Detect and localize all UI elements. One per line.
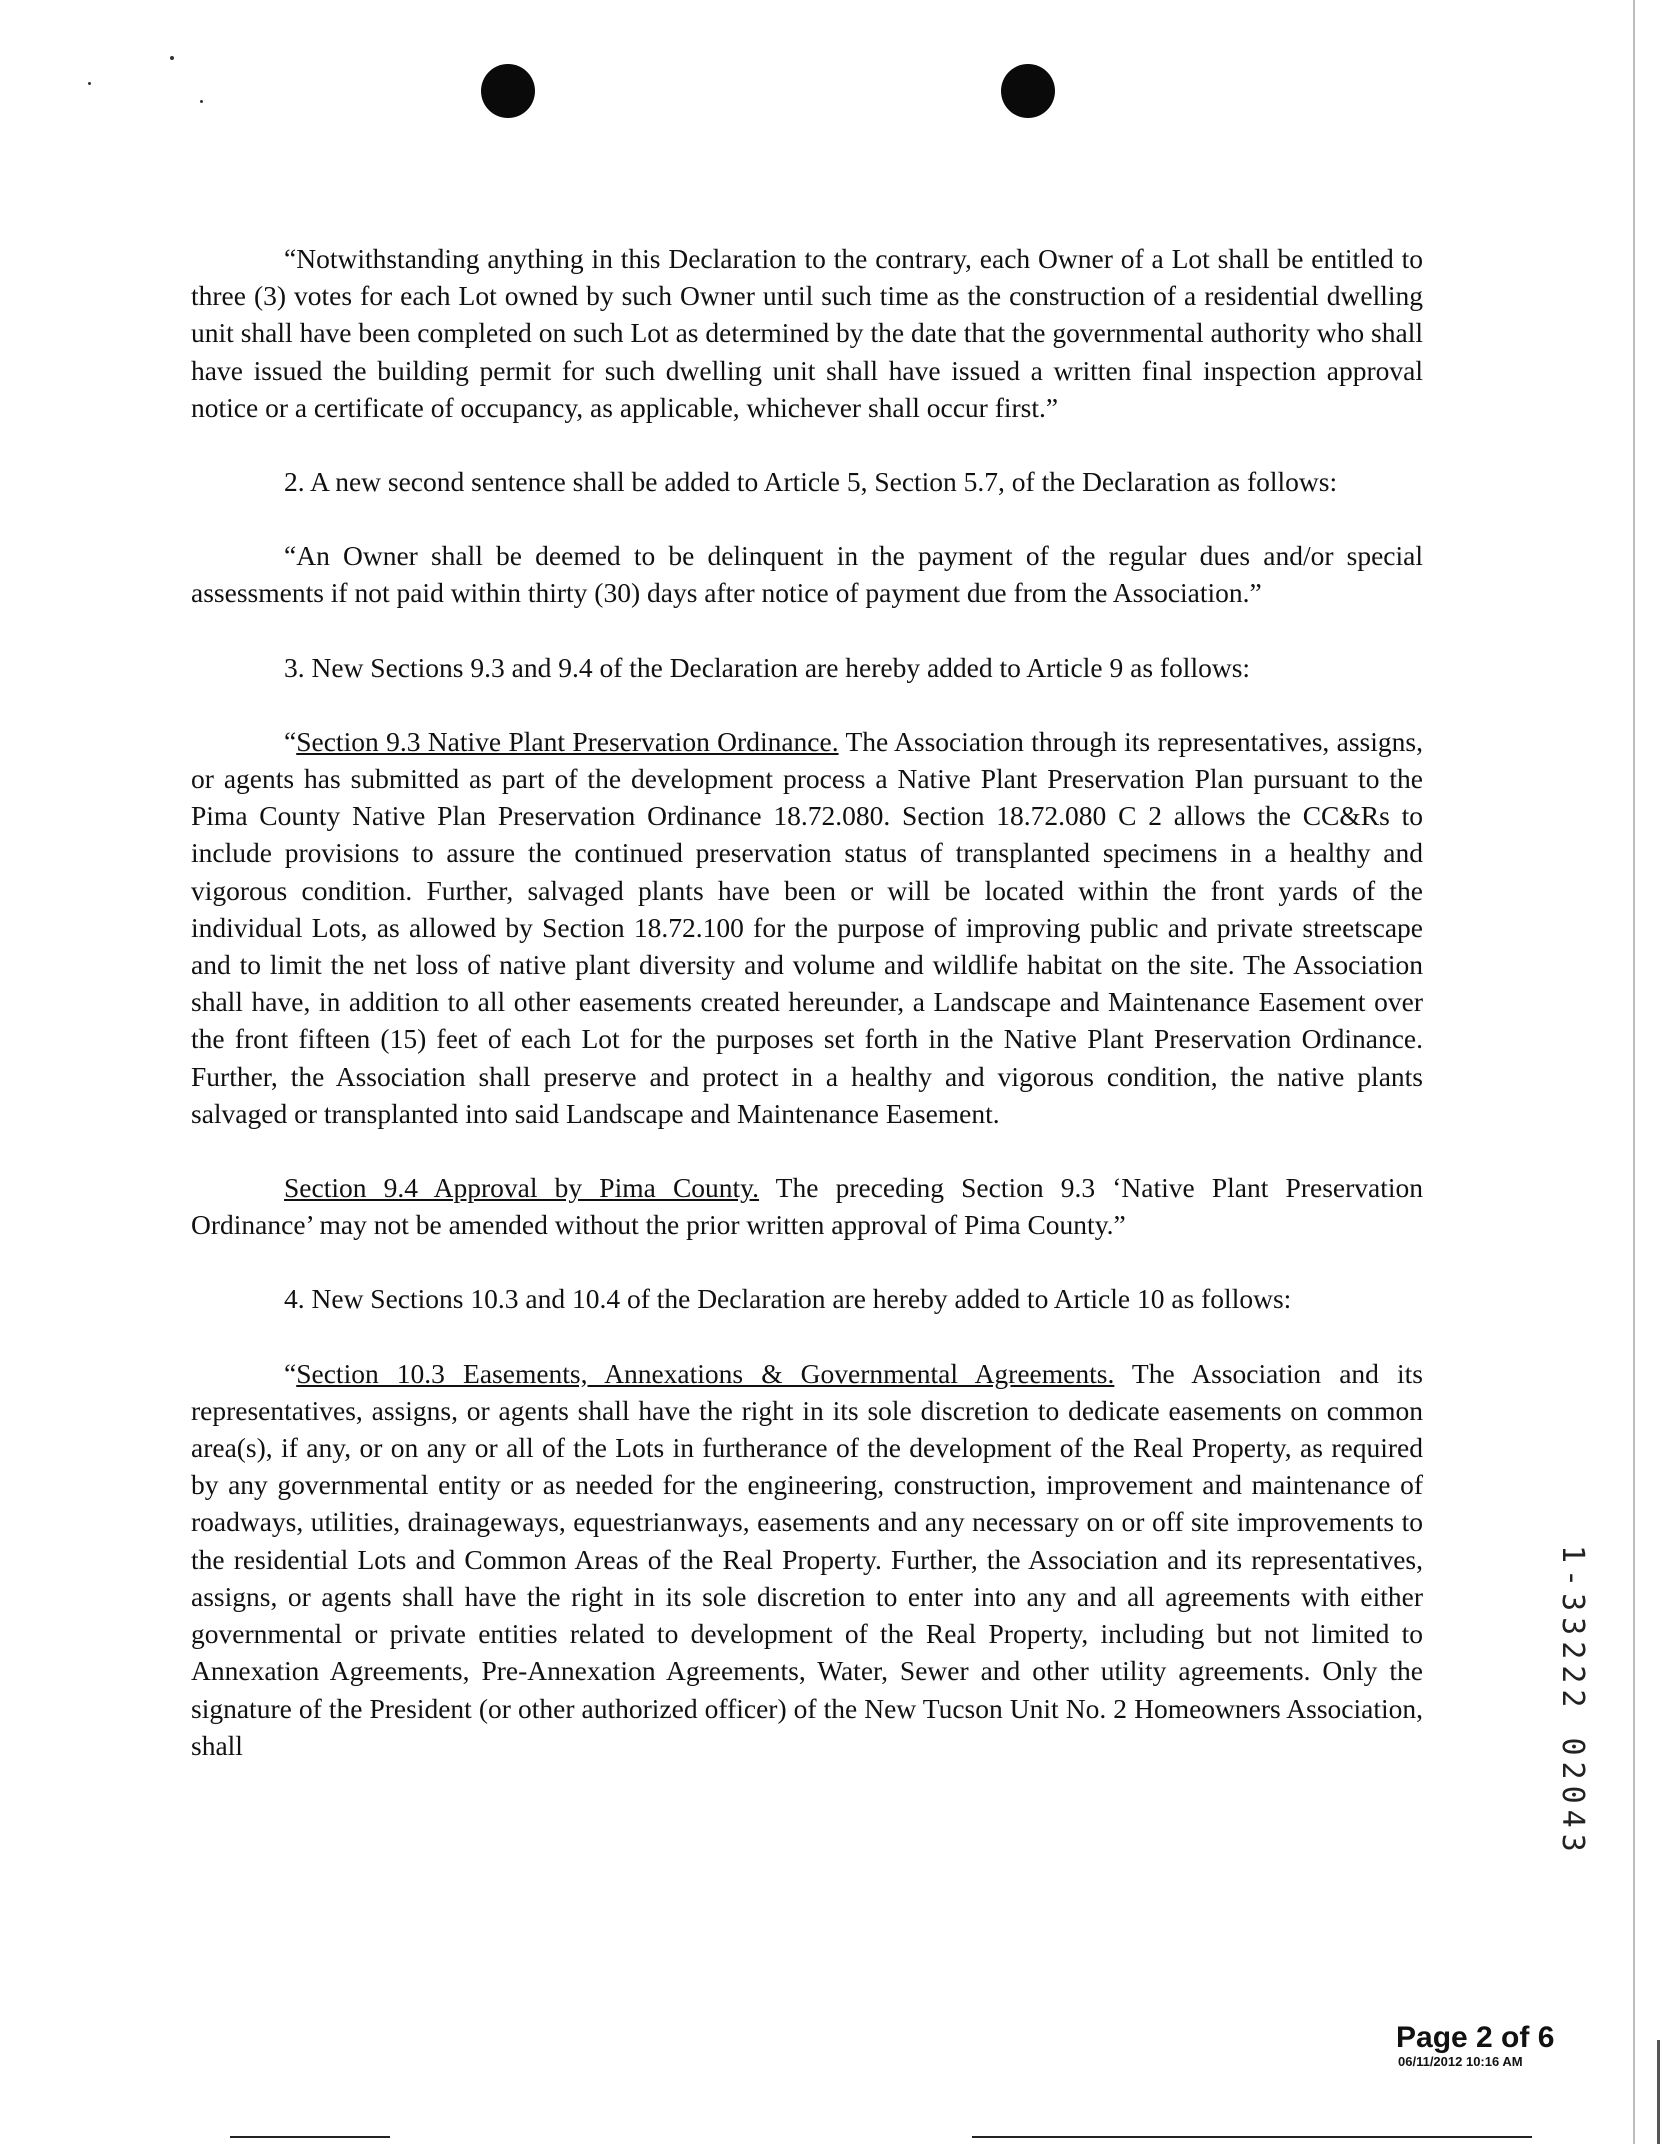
scan-speck bbox=[170, 56, 174, 60]
scan-speck bbox=[88, 82, 91, 85]
paragraph-3: 3. New Sections 9.3 and 9.4 of the Declaration are hereby added to Article 9 as follows: bbox=[284, 651, 1251, 683]
paragraph-delinquency: “An Owner shall be deemed to be delinquent in the payment of the regular dues and/or special assessments if not paid within thirty (30) days after notice of payment due from the Association.” bbox=[191, 540, 1423, 609]
section-10-3-body: The Association and its representatives, assigns, or agents shall have the right in its sole discretion to dedicate easements on common area(s), if any, or on any or all of the Lots in furtherance of the development of the Real Property, as required by any governmental entity or as needed for the engineering, construction, improvement and maintenance of roadways, utilities, drainageways, equestrianways, easements and any necessary on or off site improvements to the residential Lots and Common Areas of the Real Property. Further, the Association and its representatives, assigns, or agents shall have the right in its sole discretion to enter into any and all agreements with either governmental or private entities related to development of the Real Property, including but not limited to Annexation Agreements, Pre-Annexation Agreements, Water, Sewer and other utility agreements. Only the signature of the President (or other authorized officer) of the New Tucson Unit No. 2 Homeowners Association, shall bbox=[191, 1357, 1424, 1761]
open-quote: “ bbox=[284, 1357, 297, 1389]
page-number: Page 2 of 6 bbox=[1396, 2021, 1555, 2054]
footer-rule-right bbox=[972, 2136, 1532, 2138]
paragraph-voting-rights: “Notwithstanding anything in this Declaration to the contrary, each Owner of a Lot shall be entitled to three (3) votes for each Lot owned by such Owner until such time as the construction of a residential dwelling unit shall have been completed on such Lot as determined by the date that the governmental authority who shall have issued the building permit for such dwelling unit shall have issued a written final inspection approval notice or a certificate of occupancy, as applicable, whichever shall occur first.” bbox=[191, 243, 1423, 423]
page-footer bbox=[1396, 2022, 1554, 2069]
paragraph-2: 2. A new second sentence shall be added to Article 5, Section 5.7, of the Declaration as follows: bbox=[284, 466, 1338, 498]
punch-hole-right bbox=[1001, 64, 1055, 118]
page-edge-mark bbox=[1657, 2040, 1660, 2144]
punch-hole-left bbox=[481, 64, 535, 118]
section-9-4-heading: Section 9.4 Approval by Pima County. bbox=[284, 1172, 760, 1204]
scan-speck bbox=[200, 100, 203, 103]
section-10-3-heading: Section 10.3 Easements, Annexations & Governmental Agreements. bbox=[296, 1357, 1115, 1389]
section-9-4 bbox=[191, 1169, 1423, 1243]
section-9-3-body: The Association through its representatives, assigns, or agents has submitted as part of the development process a Native Plant Preservation Plan pursuant to the Pima County Native Plan Preservation Ordinance 18.72.080. Section 18.72.080 C 2 allows the CC&Rs to include provisions to assure the continued preservation status of transplanted specimens in a healthy and vigorous condition. Further, salvaged plants have been or will be located within the front yards of the individual Lots, as allowed by Section 18.72.100 for the purpose of improving public and private streetscape and to limit the net loss of native plant diversity and volume and wildlife habitat on the site. The Association shall have, in addition to all other easements created hereunder, a Landscape and Maintenance Easement over the front fifteen (15) feet of each Lot for the purposes set forth in the Native Plant Preservation Ordinance. Further, the Association shall preserve and protect in a healthy and vigorous condition, the native plants salvaged or transplanted into said Landscape and Maintenance Easement. bbox=[191, 725, 1423, 1129]
document-body bbox=[191, 240, 1423, 1801]
open-quote: “ bbox=[284, 725, 297, 757]
section-10-3 bbox=[191, 1355, 1423, 1764]
footer-rule-left bbox=[230, 2136, 390, 2138]
section-9-4-body: The preceding Section 9.3 ‘Native Plant Preservation Ordinance’ may not be amended without the prior written approval of Pima County.” bbox=[191, 1172, 1424, 1241]
recording-number: 1-33222 02043 bbox=[1555, 1545, 1590, 1858]
section-9-3 bbox=[191, 723, 1423, 1132]
section-9-3-heading: Section 9.3 Native Plant Preservation Ordinance. bbox=[296, 725, 839, 757]
page-edge-line bbox=[1633, 0, 1635, 2144]
paragraph-4: 4. New Sections 10.3 and 10.4 of the Declaration are hereby added to Article 10 as follows: bbox=[284, 1283, 1292, 1315]
print-timestamp: 06/11/2012 10:16 AM bbox=[1398, 2054, 1523, 2069]
